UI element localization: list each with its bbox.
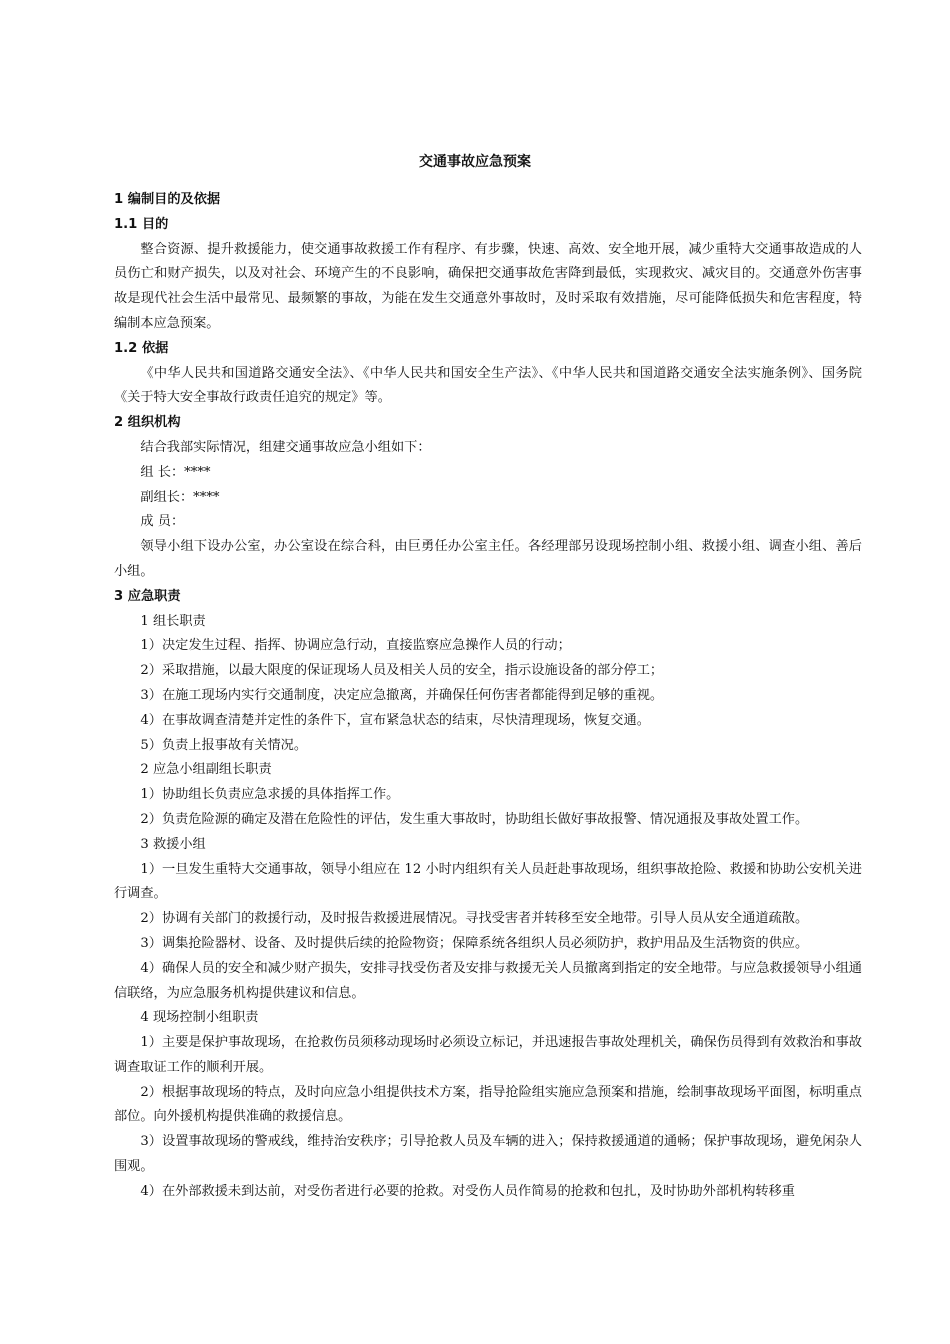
list-item: 2）协调有关部门的救援行动，及时报告救援进展情况。寻找受害者并转移至安全地带。引导人员从安全通道疏散。	[140, 911, 809, 927]
list-item: 1）协助组长负责应急求援的具体指挥工作。	[140, 787, 400, 803]
paragraph-basis: 《中华人民共和国道路交通安全法》、《中华人民共和国安全生产法》、《中华人民共和国道路交通安全法实施条例》、国务院《关于特大安全事故行政责任追究的规定》等。	[114, 365, 862, 406]
subheading-scene-control: 4 现场控制小组职责	[140, 1010, 259, 1026]
list-item: 4）在外部救援未到达前，对受伤者进行必要的抢救。对受伤人员作简易的抢救和包扎，及时协助外部机构转移重	[140, 1183, 795, 1199]
heading-1: 1 编制目的及依据	[114, 192, 221, 207]
org-vice-leader: 副组长：****	[140, 489, 220, 505]
heading-2: 2 组织机构	[114, 415, 181, 431]
list-item: 2）采取措施，以最大限度的保证现场人员及相关人员的安全，指示设施设备的部分停工；	[140, 663, 664, 679]
org-leader: 组 长：****	[140, 464, 211, 480]
list-item: 1）主要是保护事故现场，在抢救伤员须移动现场时必须设立标记，并迅速报告事故处理机关，确保伤员得到有效救治和事故调查取证工作的顺利开展。	[114, 1035, 862, 1075]
org-members: 成 员：	[140, 514, 185, 530]
paragraph-org-intro: 结合我部实际情况，组建交通事故应急小组如下：	[140, 439, 431, 455]
paragraph-purpose: 整合资源、提升救援能力，使交通事故救援工作有程序、有步骤，快速、高效、安全地开展，减少重特大交通事故造成的人员伤亡和财产损失，以及对社会、环境产生的不良影响，确保把交通事故危害降到最低，实现救灾、减灾目的。交通意外伤害事故是现代社会生活中最常见、最频繁的事故，为能在发生交通意外事故时，及时采取有效措施，尽可能降低损失和危害程度，特编制本应急预案。	[114, 241, 862, 331]
list-item: 3）调集抢险器材、设备、及时提供后续的抢险物资；保障系统各组织人员必须防护，救护用品及生活物资的供应。	[140, 935, 809, 951]
document-body	[114, 188, 862, 1205]
list-item: 1）决定发生过程、指挥、协调应急行动，直接监察应急操作人员的行动；	[140, 638, 571, 654]
heading-1-1: 1.1 目的	[114, 216, 169, 232]
document-title: 交通事故应急预案	[419, 154, 531, 170]
heading-1-2: 1.2 依据	[114, 340, 169, 356]
list-item: 4）确保人员的安全和减少财产损失，安排寻找受伤者及安排与救援无关人员撤离到指定的安全地带。与应急救援领导小组通信联络，为应急服务机构提供建议和信息。	[114, 960, 862, 1001]
paragraph-org-office: 领导小组下设办公室，办公室设在综合科，由巨勇任办公室主任。各经理部另设现场控制小组、救援小组、调查小组、善后小组。	[114, 539, 862, 579]
subheading-leader-duties: 1 组长职责	[140, 613, 206, 629]
list-item: 3）在施工现场内实行交通制度，决定应急撤离，并确保任何伤害者都能得到足够的重视。	[140, 687, 664, 703]
subheading-rescue-team: 3 救援小组	[140, 836, 206, 852]
list-item: 2）负责危险源的确定及潜在危险性的评估，发生重大事故时，协助组长做好事故报警、情况通报及事故处置工作。	[140, 811, 809, 827]
list-item: 3）设置事故现场的警戒线，维持治安秩序；引导抢救人员及车辆的进入；保持救援通道的通畅；保护事故现场，避免闲杂人围观。	[114, 1134, 862, 1175]
list-item: 4）在事故调查清楚并定性的条件下，宣布紧急状态的结束，尽快清理现场，恢复交通。	[140, 712, 650, 728]
list-item: 5）负责上报事故有关情况。	[140, 737, 308, 753]
list-item: 1）一旦发生重特大交通事故，领导小组应在 12 小时内组织有关人员赶赴事故现场，组织事故抢险、救援和协助公安机关进行调查。	[114, 861, 862, 902]
subheading-vice-duties: 2 应急小组副组长职责	[140, 762, 272, 778]
list-item: 2）根据事故现场的特点，及时向应急小组提供技术方案，指导抢险组实施应急预案和措施，绘制事故现场平面图，标明重点部位。向外援机构提供准确的救援信息。	[114, 1084, 862, 1125]
heading-3: 3 应急职责	[114, 588, 181, 604]
